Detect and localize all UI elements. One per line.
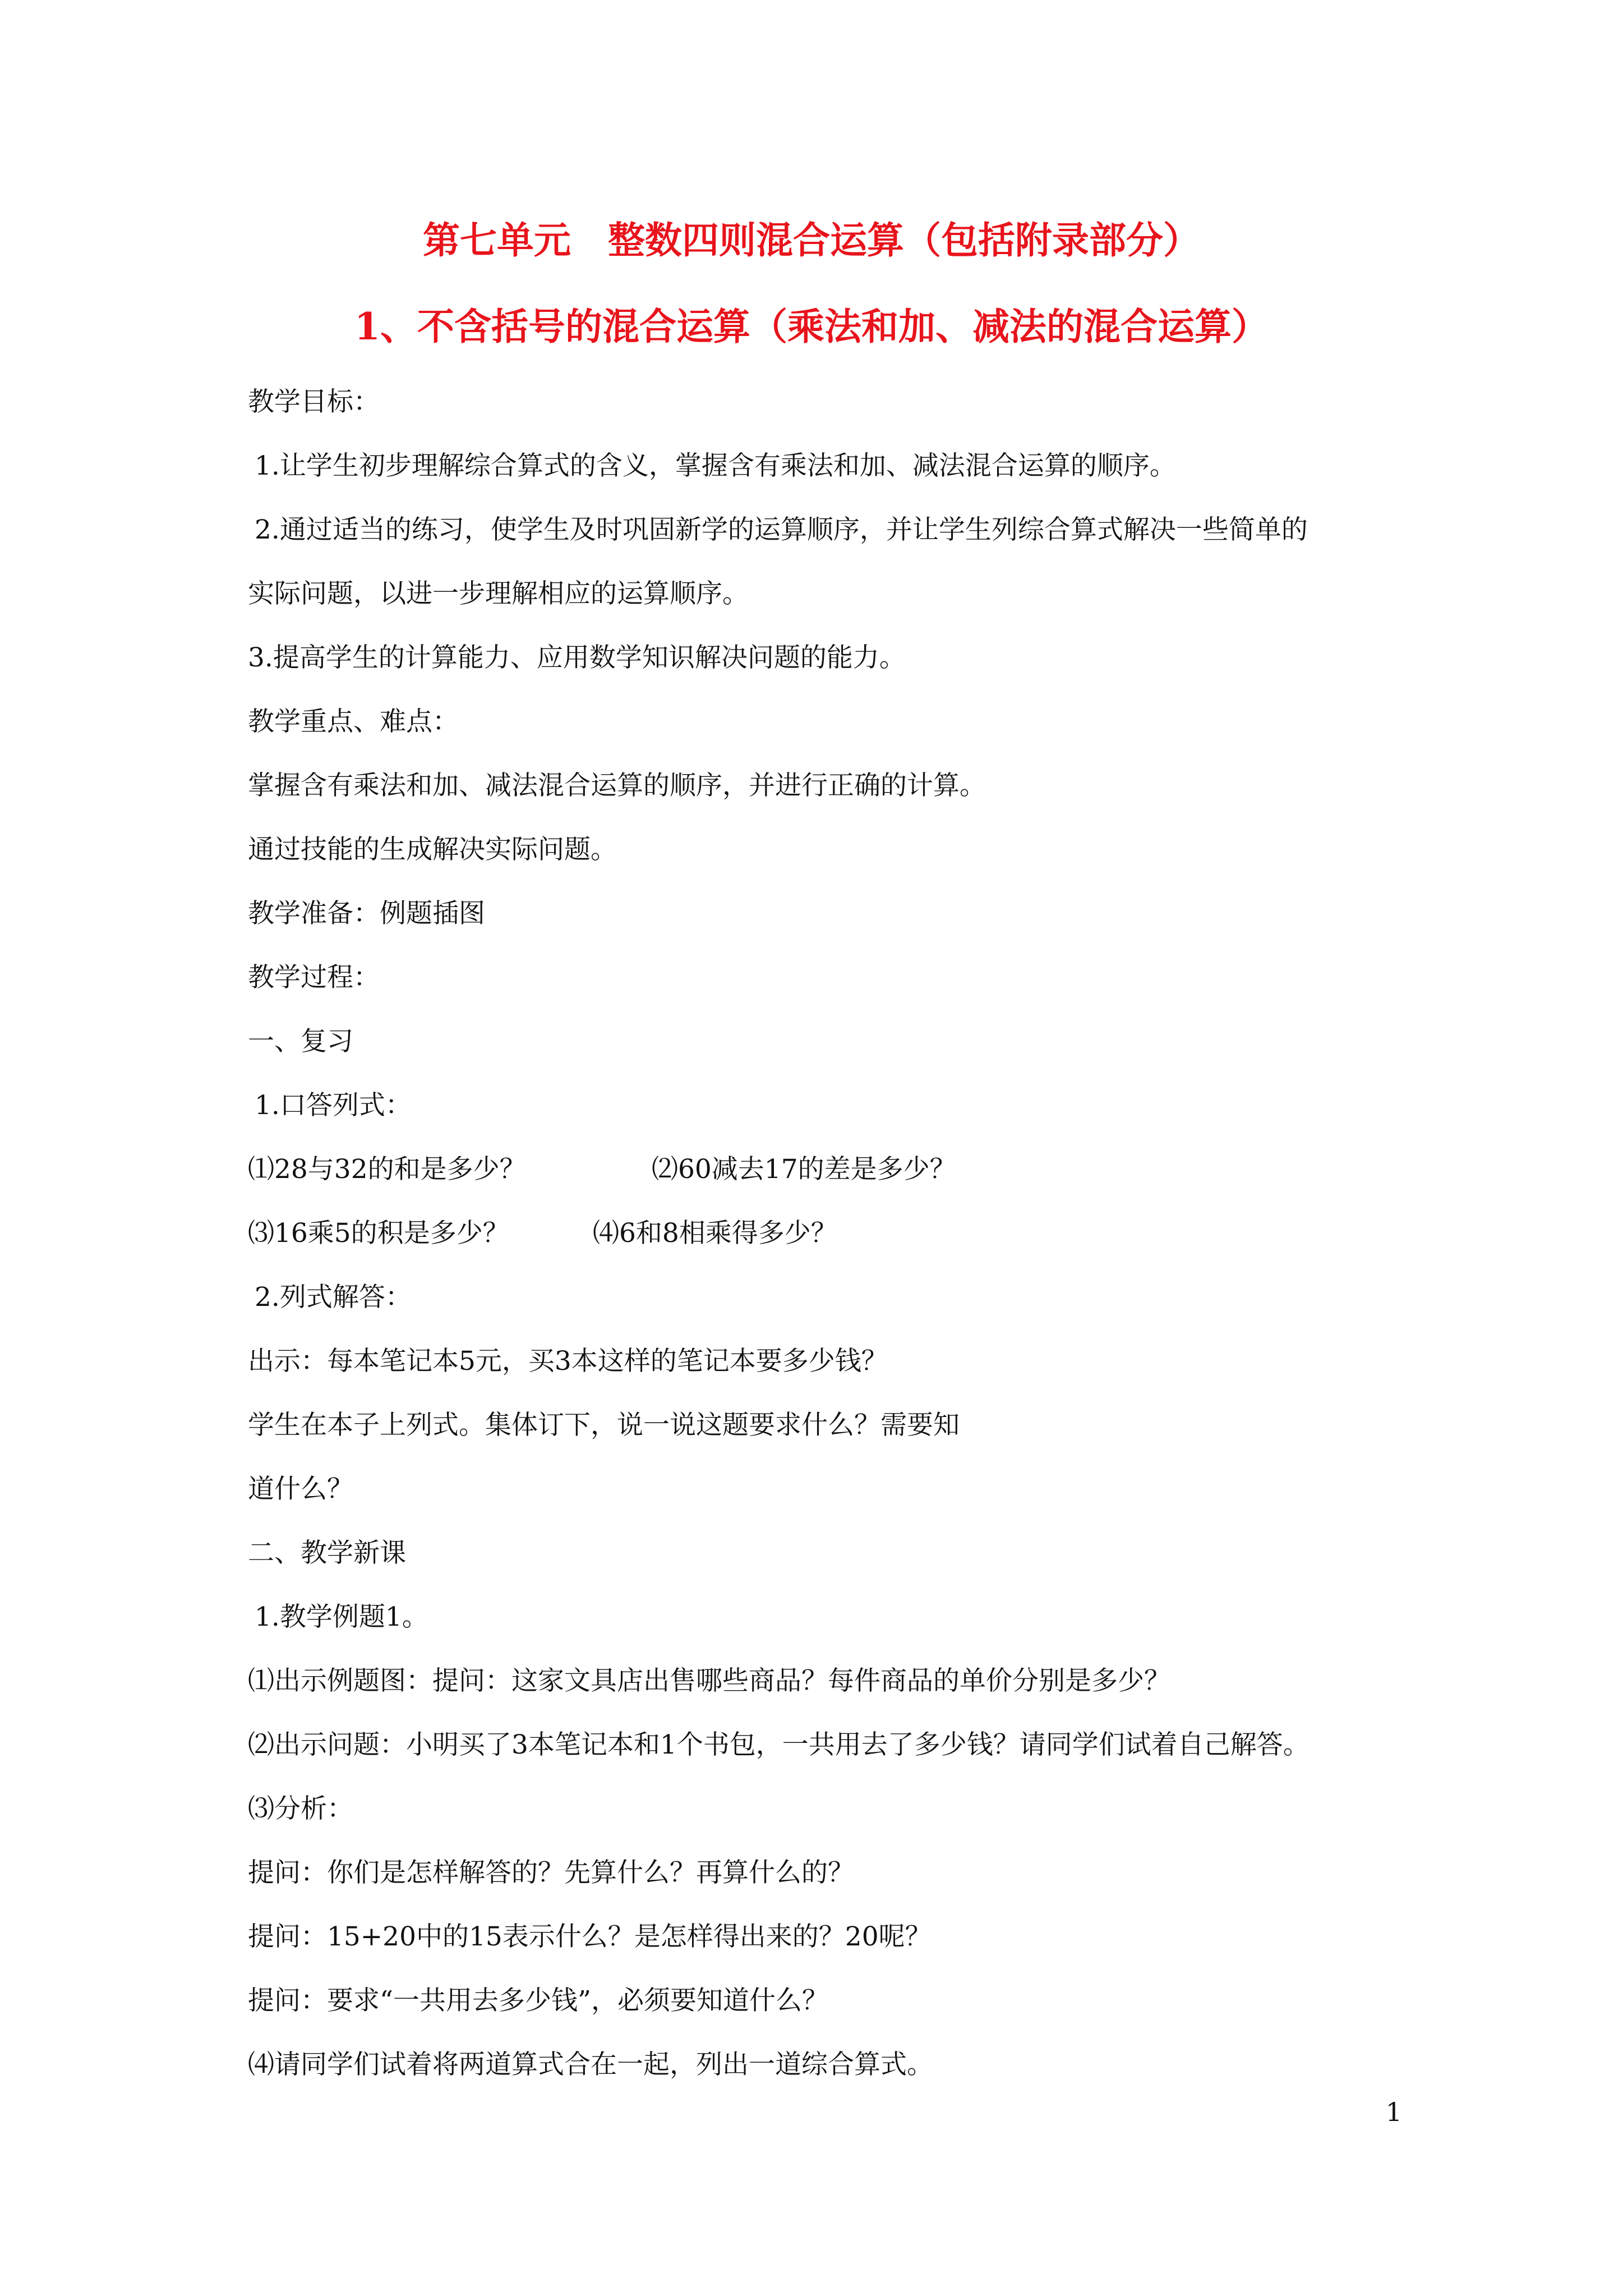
question-2: 提问：15+20中的15表示什么？是怎样得出来的？20呢？ (248, 1921, 932, 1952)
keypoints-heading: 教学重点、难点： (248, 706, 459, 737)
oral-question-3: ⑶16乘5的积是多少？ (248, 1218, 509, 1249)
example-heading: 1.教学例题1。 (255, 1602, 428, 1632)
keypoint-1: 掌握含有乘法和加、减法混合运算的顺序，并进行正确的计算。 (248, 770, 986, 801)
oral-questions-row-2 (248, 1202, 1381, 1266)
step-4: ⑷请同学们试着将两道算式合在一起，列出一道综合算式。 (248, 2049, 933, 2080)
step-3: ⑶分析： (248, 1793, 353, 1824)
objective-2-line-2: 实际问题，以进一步理解相应的运算顺序。 (248, 578, 749, 609)
written-show: 出示：每本笔记本5元，买3本这样的笔记本要多少钱？ (248, 1346, 888, 1377)
section-2-heading: 二、教学新课 (248, 1538, 406, 1568)
unit-title: 第七单元 整数四则混合运算（包括附录部分） (423, 218, 1200, 262)
document-body (248, 370, 1381, 2097)
question-1: 提问：你们是怎样解答的？先算什么？再算什么的？ (248, 1857, 854, 1888)
question-3: 提问：要求“一共用去多少钱”，必须要知道什么？ (248, 1985, 829, 2016)
step-2: ⑵出示问题：小明买了3本笔记本和1个书包，一共用去了多少钱？请同学们试着自己解答。 (248, 1729, 1310, 1760)
objectives-heading: 教学目标： (248, 386, 380, 417)
written-heading: 2.列式解答： (255, 1282, 412, 1313)
preparation: 教学准备：例题插图 (248, 898, 485, 929)
page-number: 1 (1385, 2097, 1402, 2127)
written-line-1: 学生在本子上列式。集体订下，说一说这题要求什么？需要知 (248, 1410, 960, 1441)
oral-question-2: ⑵60减去17的差是多少？ (652, 1154, 956, 1185)
process-heading: 教学过程： (248, 962, 380, 993)
objective-2-line-1: 2.通过适当的练习，使学生及时巩固新学的运算顺序，并让学生列综合算式解决一些简单的 (255, 514, 1308, 545)
lesson-title: 1、不含括号的混合运算（乘法和加、减法的混合运算） (354, 305, 1269, 348)
oral-question-4: ⑷6和8相乘得多少？ (593, 1218, 837, 1249)
keypoint-2: 通过技能的生成解决实际问题。 (248, 834, 617, 865)
section-1-heading: 一、复习 (248, 1026, 353, 1057)
objective-1: 1.让学生初步理解综合算式的含义，掌握含有乘法和加、减法混合运算的顺序。 (255, 450, 1176, 481)
written-line-2: 道什么？ (248, 1474, 353, 1504)
oral-heading: 1.口答列式： (255, 1090, 412, 1121)
oral-questions-row-1 (248, 1138, 1381, 1202)
step-1: ⑴出示例题图：提问：这家文具店出售哪些商品？每件商品的单价分别是多少？ (248, 1665, 1170, 1696)
oral-question-1: ⑴28与32的和是多少？ (248, 1154, 526, 1185)
objective-3: 3.提高学生的计算能力、应用数学知识解决问题的能力。 (248, 642, 906, 673)
